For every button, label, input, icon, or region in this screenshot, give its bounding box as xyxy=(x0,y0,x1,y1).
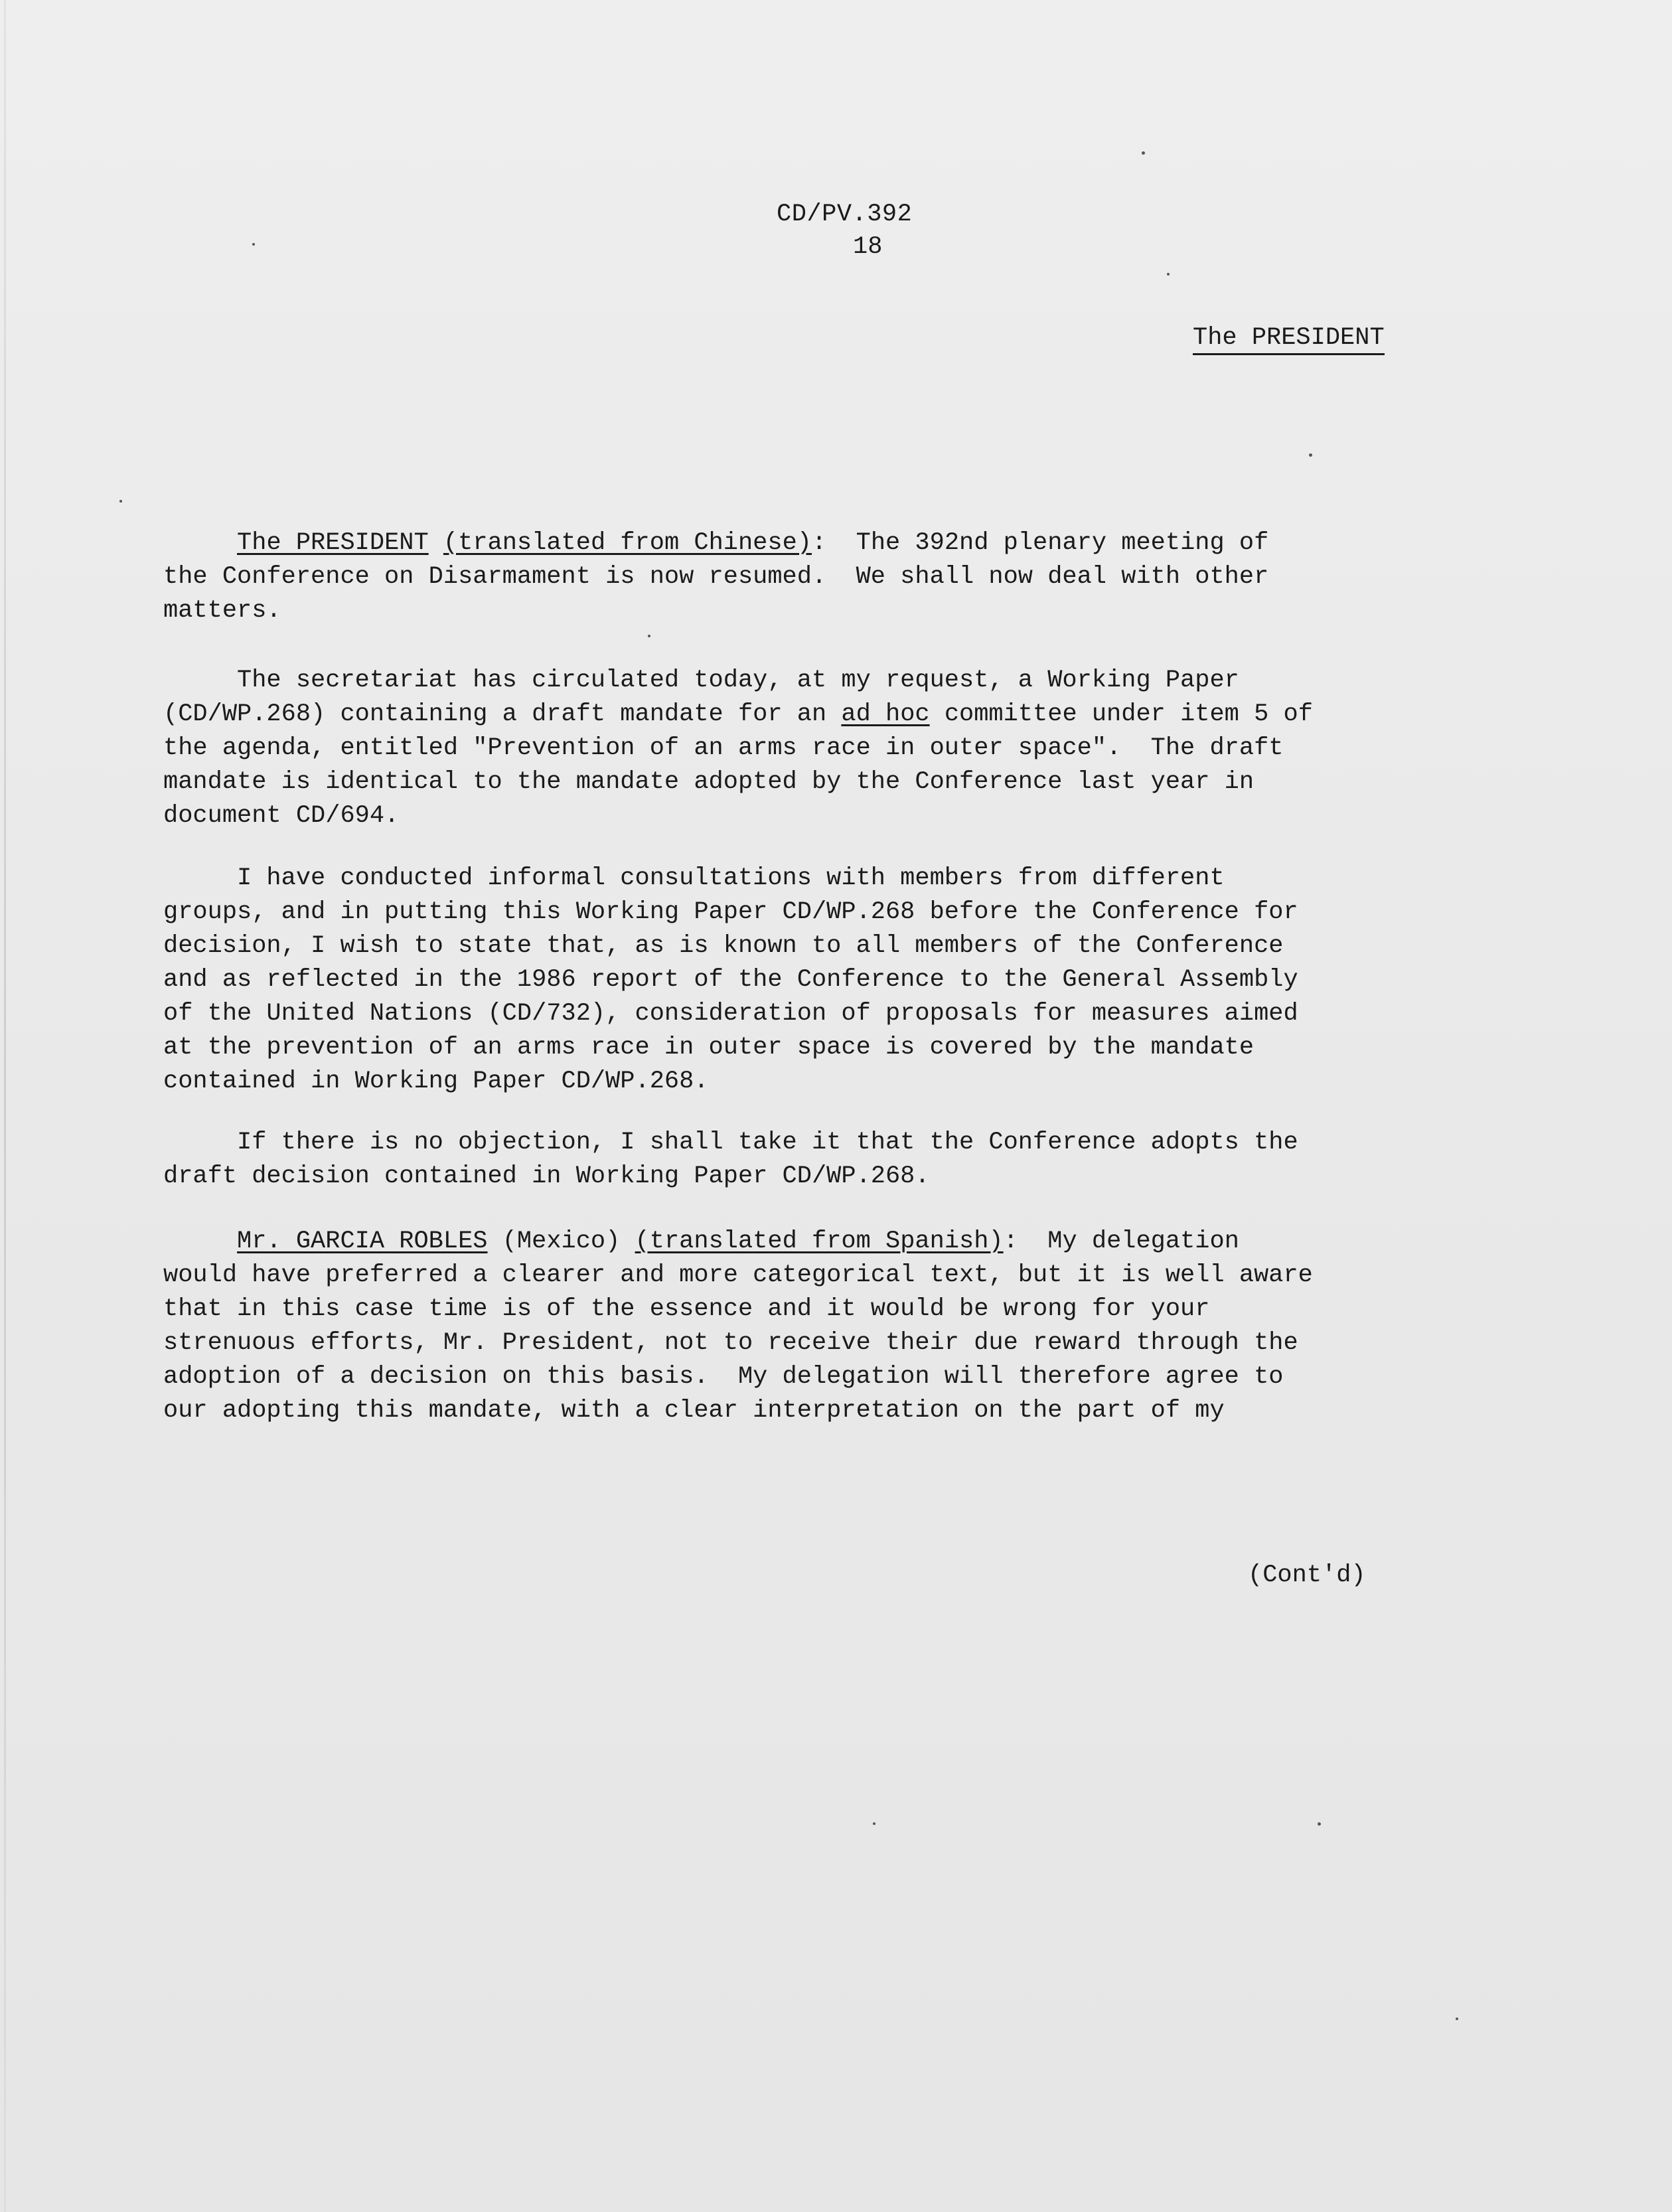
speaker-country: (Mexico) xyxy=(487,1227,635,1255)
italic-term: ad hoc xyxy=(841,700,930,728)
paragraph-text: : The 392nd plenary meeting of xyxy=(812,529,1269,557)
paragraph-text: committee under item 5 of xyxy=(929,700,1313,728)
speaker-name: The PRESIDENT xyxy=(237,529,429,557)
translation-note: (translated from Spanish) xyxy=(635,1227,1004,1255)
translation-note: (translated from Chinese) xyxy=(443,529,812,557)
continued-marker: (Cont'd) xyxy=(1248,1561,1366,1589)
paragraph-text: matters. xyxy=(163,597,281,625)
paragraph-garcia-robles xyxy=(163,1225,1491,1428)
paragraph-text: at the prevention of an arms race in outer space is covered by the mandate xyxy=(163,1034,1254,1062)
paragraph-secretariat xyxy=(163,664,1491,833)
paragraph-text: (CD/WP.268) containing a draft mandate for an xyxy=(163,700,842,728)
paragraph-text: contained in Working Paper CD/WP.268. xyxy=(163,1067,709,1095)
paragraph-text: The secretariat has circulated today, at my request, a Working Paper xyxy=(163,667,1239,694)
paragraph-text: If there is no objection, I shall take it that the Conference adopts the xyxy=(163,1129,1298,1156)
paragraph-text: and as reflected in the 1986 report of the Conference to the General Assembly xyxy=(163,966,1298,994)
paragraph-text: the agenda, entitled "Prevention of an arms race in outer space". The draft xyxy=(163,734,1284,762)
paragraph-president-opening xyxy=(163,526,1491,628)
page-number: 18 xyxy=(853,233,883,261)
paragraph-text: our adopting this mandate, with a clear interpretation on the part of my xyxy=(163,1397,1225,1425)
speaker-name: Mr. GARCIA ROBLES xyxy=(237,1227,488,1255)
scan-edge-shadow xyxy=(4,0,6,2212)
paragraph-text: draft decision contained in Working Paper CD/WP.268. xyxy=(163,1162,930,1190)
scan-speck xyxy=(1309,453,1312,457)
paragraph-text: strenuous efforts, Mr. President, not to receive their due reward through the xyxy=(163,1329,1298,1357)
scan-speck xyxy=(1318,1822,1321,1826)
scan-speck xyxy=(1456,2017,1458,2020)
paragraph-consultations xyxy=(163,862,1491,1099)
scan-speck xyxy=(648,635,650,637)
scan-speck xyxy=(1142,151,1145,155)
paragraph-text: : My delegation xyxy=(1003,1227,1239,1255)
paragraph-no-objection xyxy=(163,1126,1491,1194)
paragraph-text: of the United Nations (CD/732), consideration of proposals for measures aimed xyxy=(163,1000,1298,1028)
paragraph-text: mandate is identical to the mandate adopted by the Conference last year in xyxy=(163,768,1254,796)
paragraph-text: decision, I wish to state that, as is known to all members of the Conference xyxy=(163,932,1284,960)
paragraph-text: groups, and in putting this Working Paper CD/WP.268 before the Conference for xyxy=(163,898,1298,926)
paragraph-text: adoption of a decision on this basis. My delegation will therefore agree to xyxy=(163,1363,1284,1391)
paragraph-text: the Conference on Disarmament is now resumed. We shall now deal with other xyxy=(163,563,1269,591)
scan-speck xyxy=(119,500,122,503)
paragraph-text: document CD/694. xyxy=(163,802,400,830)
scan-speck xyxy=(873,1822,875,1825)
paragraph-text: that in this case time is of the essence and it would be wrong for your xyxy=(163,1295,1210,1323)
document-code: CD/PV.392 xyxy=(777,200,913,228)
scan-speck xyxy=(252,243,255,246)
paragraph-text: would have preferred a clearer and more categorical text, but it is well aware xyxy=(163,1261,1313,1289)
scan-speck xyxy=(1167,273,1170,276)
paragraph-text: I have conducted informal consultations with members from different xyxy=(163,864,1225,892)
running-head: The PRESIDENT xyxy=(1193,324,1385,355)
